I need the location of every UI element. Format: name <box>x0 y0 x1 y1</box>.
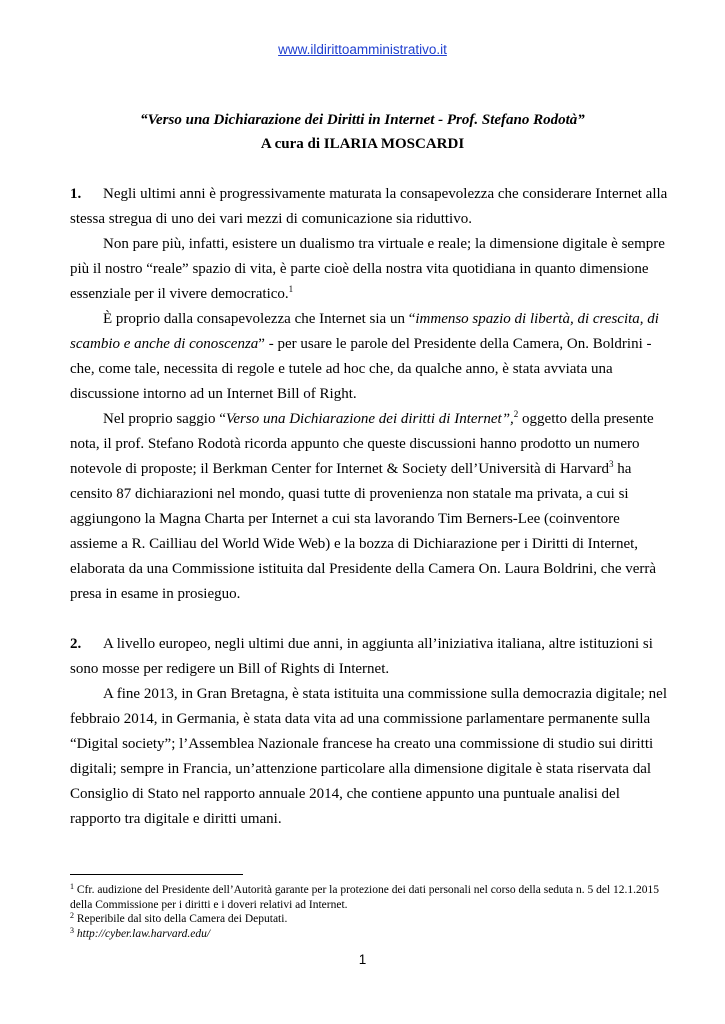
footnote-link[interactable]: http://cyber.law.harvard.edu/ <box>74 927 211 940</box>
footnote-ref-1[interactable]: 1 <box>288 284 294 294</box>
footnote-mark: 2 <box>70 911 74 920</box>
quoted-phrase: immenso spazio di libertà, di crescita, di scambio e anche di conoscenza <box>70 311 659 352</box>
section-1-paragraph-2 <box>70 232 670 307</box>
header-website-link[interactable]: www.ildirittoamministrativo.it <box>278 42 447 57</box>
paragraph-text: Negli ultimi anni è progressivamente maturata la consapevolezza che considerare Internet alla stessa stregua di uno dei vari mezzi di comunicazione sia riduttivo. <box>70 186 668 227</box>
section-1-paragraph-1 <box>70 182 670 232</box>
footnote-text: Cfr. audizione del Presidente dell’Autorità garante per la protezione dei dati personali nel corso della seduta n. 5 del 12.1.2015 della Commissione per i diritti e i doveri relativi ad Internet. <box>70 884 660 911</box>
paragraph-text: Non pare più, infatti, esistere un dualismo tra virtuale e reale; la dimensione digitale è sempre più il nostro “reale” spazio di vita, è parte cioè della nostra vita quotidiana in quanto dimensione essenziale per il vivere democratico. <box>70 236 665 302</box>
essay-title: Verso una Dichiarazione dei diritti di Internet”, <box>225 411 514 427</box>
section-spacer <box>70 607 670 632</box>
footnote-mark: 1 <box>70 882 74 891</box>
paragraph-text: È proprio dalla consapevolezza che Internet sia un “ <box>103 311 416 327</box>
paragraph-text: A livello europeo, negli ultimi due anni, in aggiunta all’iniziativa italiana, altre istituzioni si sono mosse per redigere un Bill of Rights di Internet. <box>70 636 653 677</box>
page-number: 1 <box>358 952 367 967</box>
footnote-divider <box>70 874 243 875</box>
footnote-ref-3[interactable]: 3 <box>609 459 614 469</box>
document-title: “Verso una Dichiarazione dei Diritti in Internet - Prof. Stefano Rodotà” <box>140 112 585 128</box>
paragraph-text: ha censito 87 dichiarazioni nel mondo, quasi tutte di provenienza non statale ma privata, a cui si aggiungono la Magna Charta per Internet a cui sta lavorando Tim Berners-Lee (coinventore assieme a R. Cailliau del World Wide Web) e la bozza di Dichiarazione per i Diritti di Internet, elaborata da una Commissione istituita dal Presidente della Camera On. Laura Boldrini, che verrà presa in esame in prosieguo. <box>70 461 657 602</box>
footnote-2 <box>70 912 670 927</box>
footnote-1 <box>70 883 670 912</box>
paragraph-text: ” - per usare le parole del Presidente della Camera, On. Boldrini - che, come tale, necessita di regole e tutele ad hoc che, da qualche anno, è stata avviata una discussione intorno ad un Internet Bill of Right. <box>70 336 652 402</box>
document-author: A cura di ILARIA MOSCARDI <box>260 136 465 152</box>
paragraph-text: Nel proprio saggio “ <box>103 411 226 427</box>
footnote-text: Reperibile dal sito della Camera dei Deputati. <box>74 913 288 925</box>
footnotes <box>70 883 670 941</box>
section-1-paragraph-3 <box>70 307 670 407</box>
document-body <box>70 182 670 832</box>
paragraph-text: A fine 2013, in Gran Bretagna, è stata istituita una commissione sulla democrazia digitale; nel febbraio 2014, in Germania, è stata data vita ad una commissione parlamentare permanente sulla “Digital society”; l’Assemblea Nazionale francese ha creato una commissione di studio sui diritti digitali; sempre in Francia, un’attenzione particolare alla dimensione digitale è stata riservata dal Consiglio di Stato nel rapporto annuale 2014, che contiene appunto una puntuale analisi del rapporto tra digitale e diritti umani. <box>70 686 668 827</box>
section-1-paragraph-4 <box>70 407 670 607</box>
section-2-paragraph-1 <box>70 632 670 682</box>
footnote-3 <box>70 927 670 942</box>
footnote-mark: 3 <box>70 925 74 935</box>
paragraph-text: oggetto della presente nota, il prof. Stefano Rodotà ricorda appunto che queste discussioni hanno prodotto un numero notevole di proposte; il Berkman Center for Internet & Society dell’Università di Harvard <box>70 411 654 477</box>
section-2-number: 2. <box>70 636 82 652</box>
footnote-ref-2[interactable]: 2 <box>513 409 519 419</box>
section-1-number: 1. <box>70 186 82 202</box>
section-2-paragraph-2 <box>70 682 670 832</box>
